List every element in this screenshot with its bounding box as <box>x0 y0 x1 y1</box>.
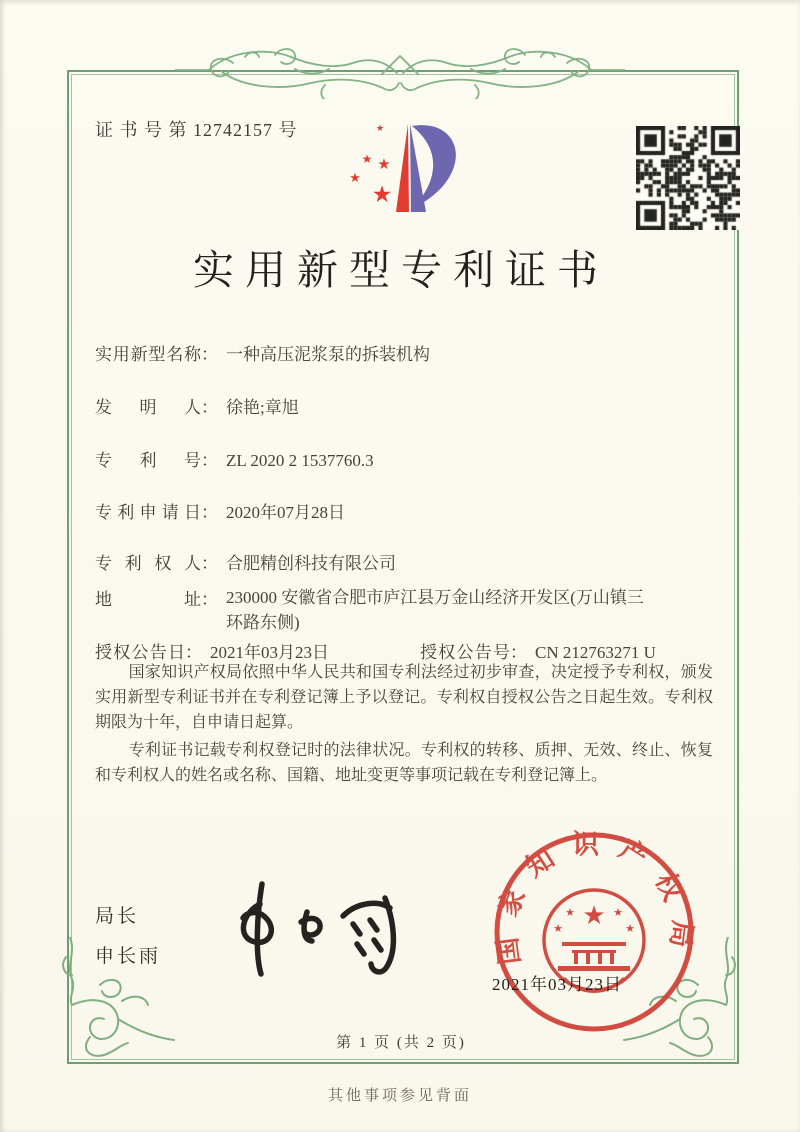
commissioner-signature <box>215 872 425 987</box>
field-row-inventor <box>95 393 715 418</box>
svg-text:★: ★ <box>375 124 385 134</box>
field-value: 2021年03月23日 <box>210 643 329 662</box>
bottom-left-corner-ornament <box>60 937 175 1062</box>
field-label: 实用新型名称 <box>95 345 201 364</box>
field-value: ZL 2020 2 1537760.3 <box>226 451 374 470</box>
field-row-filing-date <box>95 498 715 523</box>
svg-text:★: ★ <box>361 152 373 166</box>
field-label: 授权公告日 <box>95 643 185 662</box>
field-label: 专利权人 <box>95 554 201 573</box>
qr-code <box>636 126 740 230</box>
svg-text:★: ★ <box>625 922 635 935</box>
field-colon: ： <box>201 398 218 417</box>
field-label: 授权公告号 <box>420 643 510 662</box>
field-value: 徐艳;章旭 <box>226 398 299 417</box>
field-label: 地址 <box>95 590 201 609</box>
certificate-number: 证 书 号 第 12742157 号 <box>95 120 298 140</box>
field-value <box>226 585 644 635</box>
commissioner-name: 申长雨 <box>95 946 162 967</box>
svg-text:★: ★ <box>377 155 391 173</box>
seal-text: 国家知识产权局 <box>490 829 698 967</box>
field-colon: ： <box>510 643 527 662</box>
field-row-name <box>95 340 715 365</box>
legal-paragraph-2: 专利证书记载专利权登记时的法律状况。专利权的转移、质押、无效、终止、恢复和专利权人的姓名或名称、国籍、地址变更等事项记载在专利登记簿上。 <box>95 742 713 784</box>
svg-text:★: ★ <box>371 182 393 208</box>
svg-text:★: ★ <box>553 922 563 935</box>
field-label: 发明人 <box>95 398 201 417</box>
certificate-title: 实用新型专利证书 <box>193 247 609 293</box>
field-value: 合肥精创科技有限公司 <box>226 554 396 573</box>
legal-paragraph-1: 国家知识产权局依照中华人民共和国专利法经过初步审查，决定授予专利权，颁发实用新型专利证书并在专利登记簿上予以登记。专利权自授权公告之日起生效。专利权期限为十年，自申请日起算。 <box>95 664 713 731</box>
field-colon: ： <box>201 554 218 573</box>
field-colon: ： <box>201 590 218 609</box>
field-value: 2020年07月28日 <box>226 503 345 522</box>
field-colon: ： <box>201 345 218 364</box>
official-seal <box>474 812 714 1052</box>
field-colon: ： <box>201 503 218 522</box>
svg-text:★: ★ <box>565 906 575 919</box>
top-flourish-ornament <box>175 43 625 99</box>
field-colon: ： <box>185 643 202 662</box>
field-row-patent-number <box>95 446 715 471</box>
legal-text-block <box>95 660 713 791</box>
field-value: CN 212763271 U <box>535 643 656 662</box>
field-value: 一种高压泥浆泵的拆装机构 <box>226 345 430 364</box>
back-side-note: 其他事项参见背面 <box>327 1088 472 1104</box>
svg-text:★: ★ <box>349 171 361 186</box>
seal-date: 2021年03月23日 <box>492 975 622 994</box>
field-colon: ： <box>201 451 218 470</box>
field-label: 专利号 <box>95 451 201 470</box>
commissioner-title: 局长 <box>95 906 140 927</box>
field-row-patentee <box>95 549 715 574</box>
svg-text:★: ★ <box>582 901 606 931</box>
address-line-2: 环路东侧) <box>226 613 300 632</box>
svg-text:★: ★ <box>613 906 623 919</box>
field-row-address <box>95 585 715 635</box>
field-label: 专利申请日 <box>95 503 201 522</box>
address-line-1: 230000 安徽省合肥市庐江县万金山经济开发区(万山镇三 <box>226 588 644 607</box>
cnipa-ip-logo <box>330 106 480 230</box>
page-number: 第 1 页 (共 2 页) <box>336 1035 466 1051</box>
